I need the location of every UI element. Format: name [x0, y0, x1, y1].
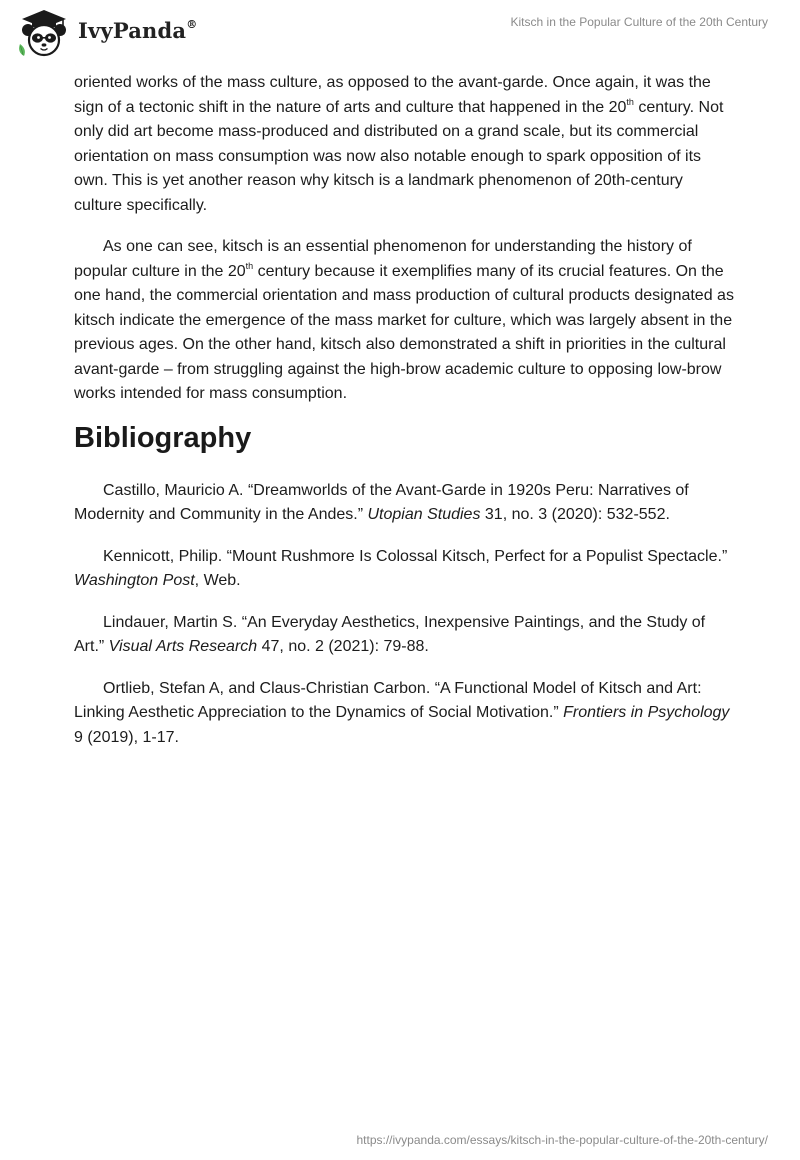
- ordinal-suffix: th: [626, 96, 634, 107]
- paragraph-1-part-b: century. Not only did art become mass-produced and distributed on a grand scale, but its commercial orientation on mass consumption was now also notable enough to spark opposition of its own. This is yet another reason why kitsch is a landmark phenomenon of 20th-century culture specifically.: [74, 98, 724, 214]
- bibliography-heading: Bibliography: [74, 421, 252, 454]
- entry-details: , Web.: [194, 572, 241, 589]
- entry-text: Ortlieb, Stefan A, and Claus-Christian Carbon. “A Functional Model of Kitsch and Art: Linking Aesthetic Appreciation to the Dynamics of Social Motivation.”: [74, 679, 702, 721]
- paragraph-conclusion: [74, 235, 734, 407]
- bibliography-entry: [74, 611, 734, 660]
- entry-source-title: Washington Post: [74, 572, 195, 589]
- registered-mark: ®: [186, 18, 198, 31]
- ivypanda-logo-icon[interactable]: [14, 8, 74, 58]
- paragraph-2-part-a: As one can see, kitsch is an essential phenomenon for understanding the history of popular culture in the 20: [74, 238, 692, 280]
- entry-source-title: Frontiers in Psychology: [563, 704, 730, 721]
- brand-name[interactable]: [78, 18, 197, 43]
- entry-text: Kennicott, Philip. “Mount Rushmore Is Colossal Kitsch, Perfect for a Populist Spectacle.”: [103, 547, 728, 565]
- entry-text: Lindauer, Martin S. “An Everyday Aesthetics, Inexpensive Paintings, and the Study of Art.”: [74, 613, 706, 655]
- entry-details: 31, no. 3 (2020): 532-552.: [480, 506, 670, 523]
- document-body: [74, 71, 734, 767]
- running-title: Kitsch in the Popular Culture of the 20th Century: [510, 15, 768, 29]
- brand-name-text: IvyPanda: [78, 18, 187, 43]
- paragraph-2-part-b: century because it exemplifies many of its crucial features. On the one hand, the commercial orientation and mass production of cultural products designated as kitsch indicate the emergence of the mass market for culture, which was largely absent in the previous ages. On the other hand, kitsch also demonstrated a shift in priorities in the cultural avant-garde – from struggling against the high-brow academic culture to opposing low-brow works intended for mass consumption.: [74, 262, 734, 402]
- page-header: [0, 0, 800, 60]
- bibliography-entry: [74, 677, 734, 751]
- ordinal-suffix: th: [245, 260, 254, 271]
- entry-details: 9 (2019), 1-17.: [74, 728, 179, 746]
- entry-text: Castillo, Mauricio A. “Dreamworlds of the Avant-Garde in 1920s Peru: Narratives of Modernity and Community in the Andes.”: [74, 481, 689, 523]
- entry-details: 47, no. 2 (2021): 79-88.: [257, 638, 429, 655]
- bibliography-entry: [74, 479, 734, 528]
- entry-source-title: Utopian Studies: [367, 506, 481, 523]
- paragraph-1-part-a: oriented works of the mass culture, as opposed to the avant-garde. Once again, it was the sign of a tectonic shift in the nature of arts and culture that happened in the 20: [74, 74, 711, 116]
- source-url-link[interactable]: https://ivypanda.com/essays/kitsch-in-the-popular-culture-of-the-20th-century/: [356, 1133, 768, 1147]
- bibliography-entry: [74, 545, 734, 594]
- paragraph-continuation: [74, 71, 734, 218]
- entry-source-title: Visual Arts Research: [108, 638, 258, 655]
